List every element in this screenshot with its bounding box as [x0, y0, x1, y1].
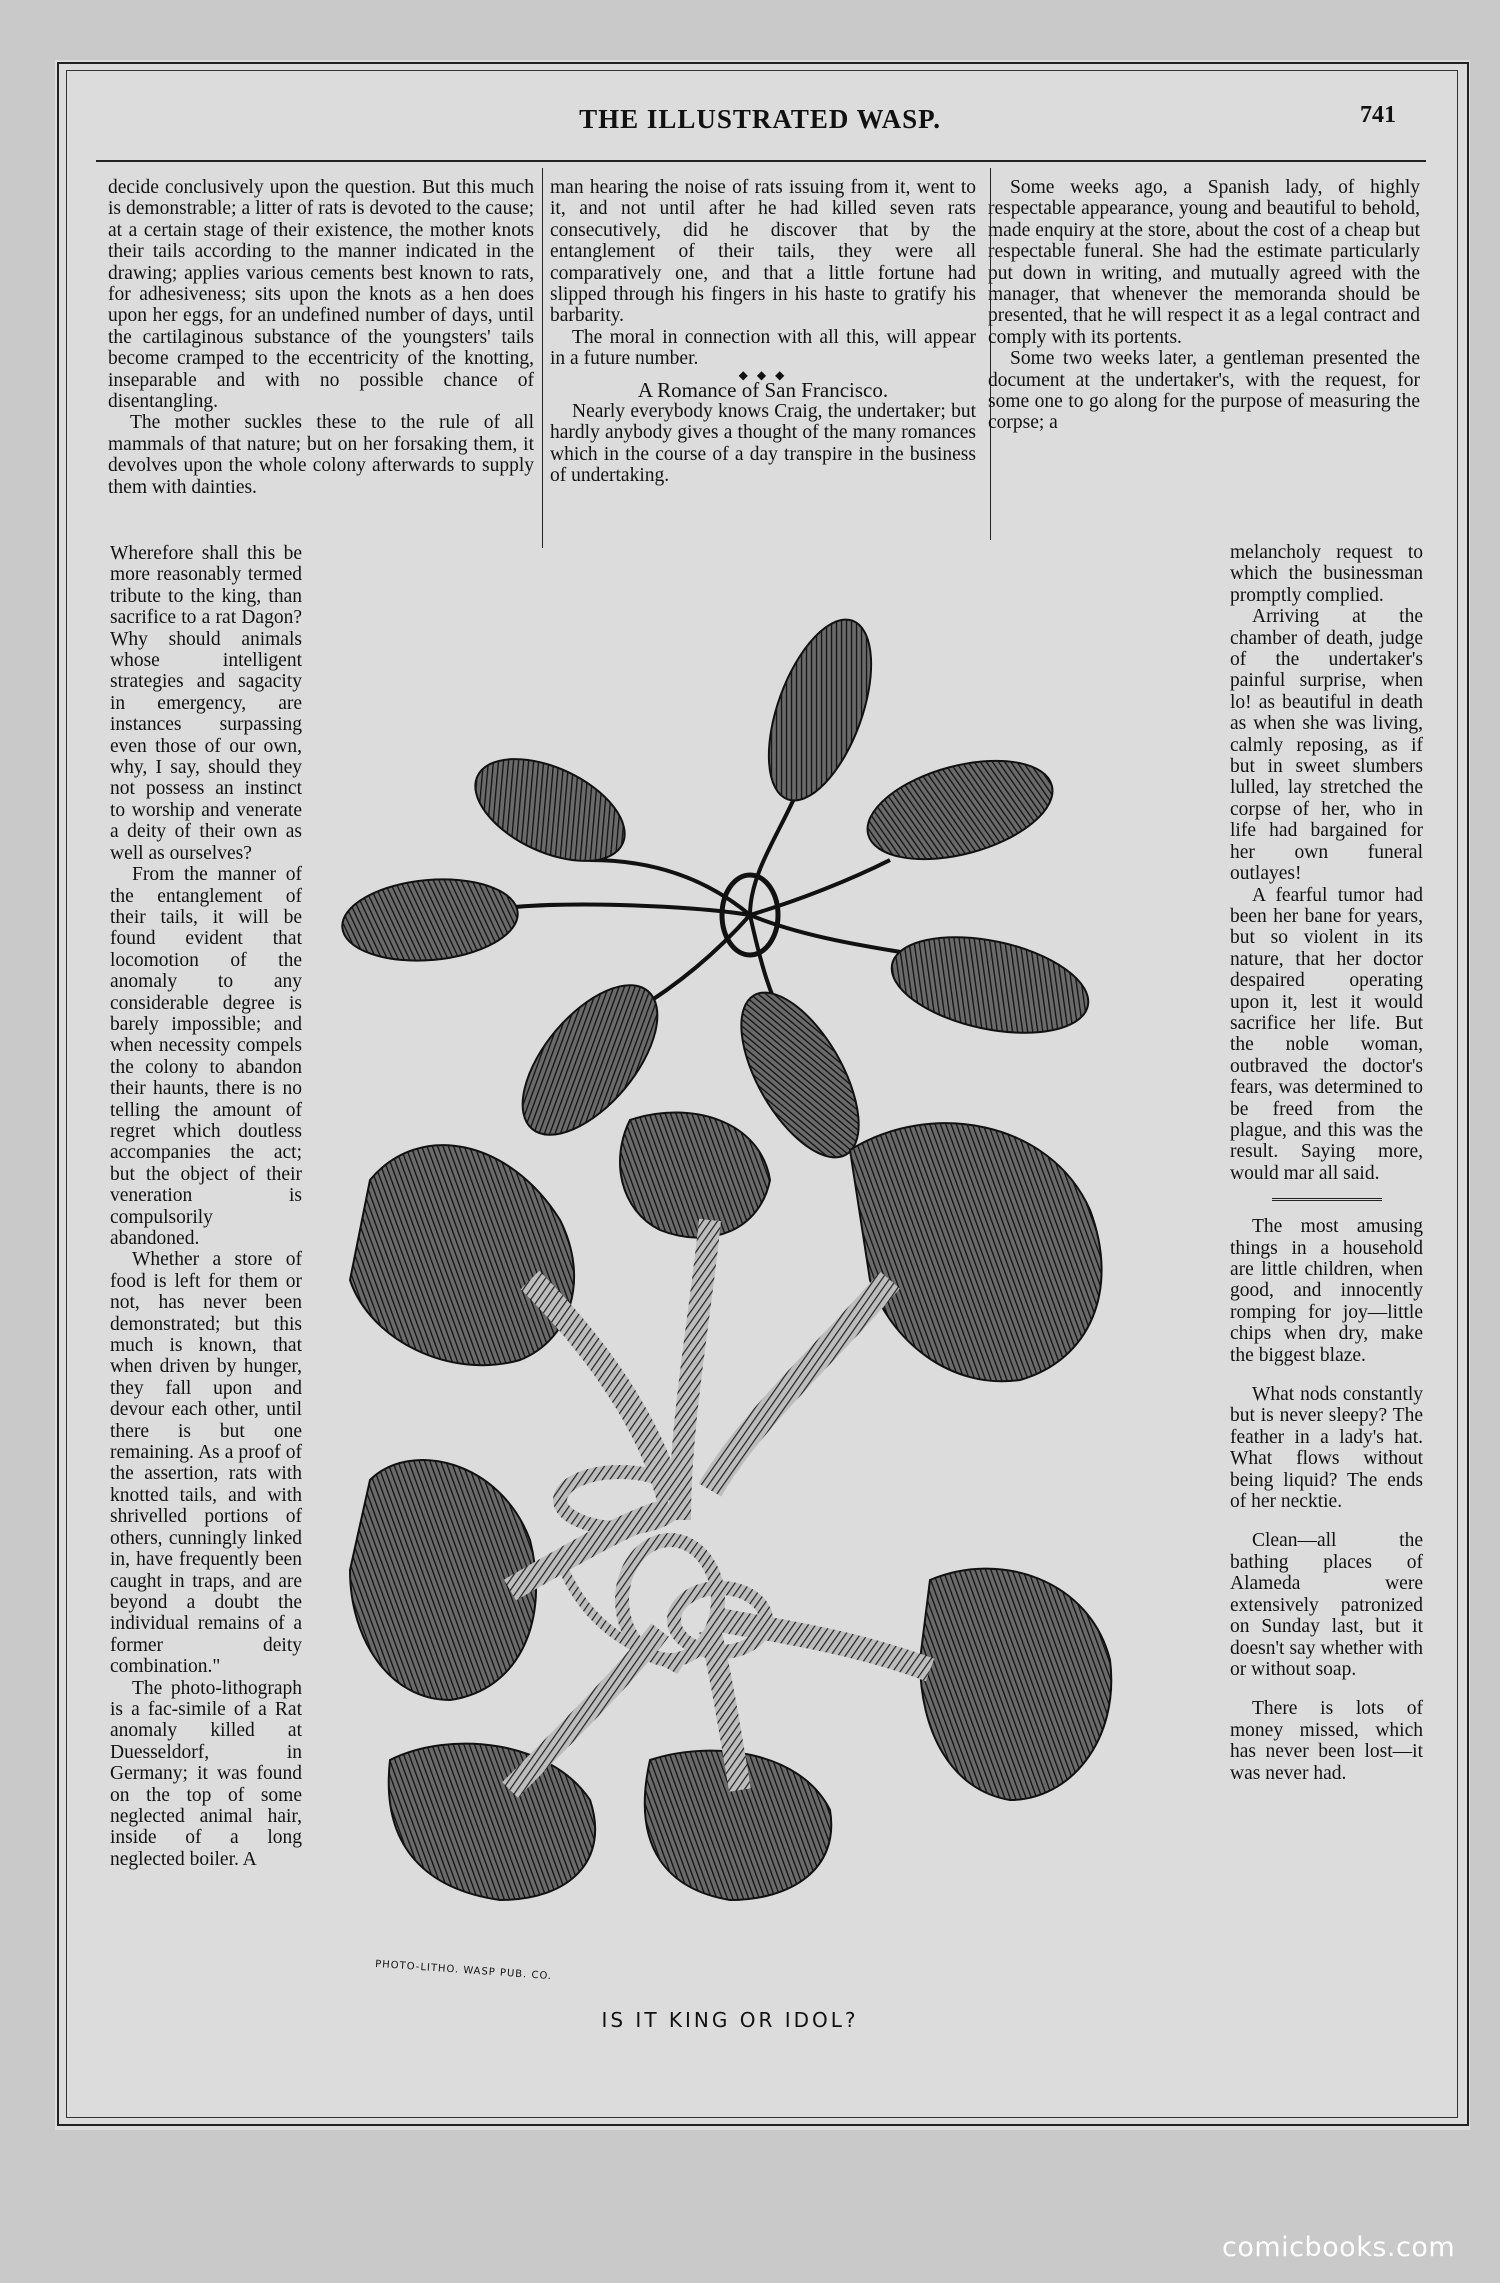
section-title: A Romance of San Francisco. [637, 377, 889, 402]
paragraph: The moral in connection with all this, will appear in a future number. [550, 326, 976, 370]
column-rule-1 [542, 168, 543, 548]
paragraph: Whether a store of food is left for them or not, has never been demonstrated; but this much is known, that when driven by hunger, they fall upon and devour each other, until there is but one remaining. As a proof of the assertion, rats with knotted tails, and with shrivelled portions of others, cunningly linked in, have frequently been caught in traps, and are beyond a doubt the individual remains of a former deity combination." [110, 1249, 302, 1678]
column3-narrow-text [1230, 542, 1423, 1784]
paragraph: Nearly everybody knows Craig, the undertaker; but hardly anybody gives a thought of the many romances which in the course of a day transpire in the business of undertaking. [550, 401, 976, 487]
paragraph: A fearful tumor had been her bane for years, but so violent in its nature, that her doctor despaired operating upon it, lest it would sacrifice her life. But the noble woman, outbraved the doctor's fears, was determined to be freed from the plague, and this was the result. Saying more, would mar all said. [1230, 884, 1423, 1184]
rat-king-illustration [330, 560, 1170, 2010]
page-number: 741 [1360, 102, 1396, 128]
header-rule [96, 160, 1426, 162]
lower-rat-cluster [350, 1113, 1111, 1901]
paragraph: There is lots of money missed, which has never been lost—it was never had. [1230, 1698, 1423, 1784]
paragraph: Clean—all the bathing places of Alameda were extensively patronized on Sunday last, but it doesn't say whether with or without soap. [1230, 1530, 1423, 1680]
engraving-credit: PHOTO-LITHO. WASP PUB. CO. [374, 1958, 553, 1983]
paragraph: Wherefore shall this be more reasonably termed tribute to the king, than sacrifice to a rat Dagon? Why should animals whose intelligent strategies and sagacity in emergency, are instances surpassing even those of our own, why, I say, should they not possess an instinct to worship and venerate a deity of their own as well as ourselves? [110, 543, 302, 864]
paragraph: The photo-lithograph is a fac-simile of a Rat anomaly killed at Duesseldorf, in Germany; it was found on the top of some neglected animal hair, inside of a long neglected boiler. A [110, 1677, 302, 1870]
upper-rat-cluster [339, 606, 1097, 1175]
paragraph: Some two weeks later, a gentleman presented the document at the undertaker's, with the request, for some one to go along for the purpose of measuring the corpse; a [988, 348, 1420, 434]
column1-narrow-text [110, 543, 302, 1870]
column2-text [550, 177, 976, 487]
paragraph: The most amusing things in a household are little children, when good, and innocently romping for joy—little chips when dry, make the biggest blaze. [1230, 1216, 1423, 1366]
ornament-divider: ◆ ◆ ◆ [738, 367, 788, 382]
paragraph: decide conclusively upon the question. But this much is demonstrable; a litter of rats is devoted to the cause; at a certain stage of their existence, the mother knots their tails according to the manner indicated in the drawing; applies various cements best known to rats, for adhesiveness; sits upon the knots as a hen does upon her eggs, for an undefined number of days, until the cartilaginous substance of the youngsters' tails become cramped to the eccentricity of the knotting, inseparable and with no possible chance of disentangling. [108, 177, 534, 413]
illustration-caption: IS IT KING OR IDOL? [601, 2008, 859, 2032]
paragraph: melancholy request to which the businessman promptly complied. [1230, 542, 1423, 606]
paragraph: What nods constantly but is never sleepy? The feather in a lady's hat. What flows without being liquid? The ends of her necktie. [1230, 1384, 1423, 1513]
paragraph: man hearing the noise of rats issuing from it, went to it, and not until after he had killed seven rats consecutively, did he discover that by the entanglement of their tails, they were all comparatively one, and that a little fortune had slipped through his fingers in his haste to gratify his barbarity. [550, 177, 976, 327]
column1-top-text [108, 177, 534, 498]
section-separator [1272, 1198, 1382, 1204]
paragraph: From the manner of the entanglement of their tails, it will be found evident that locomotion of the anomaly to any considerable degree is barely impossible; and when necessity compels the colony to abandon their haunts, there is no telling the amount of regret which doutless accompanies the act; but the object of their veneration is compulsorily abandoned. [110, 864, 302, 1249]
paragraph: The mother suckles these to the rule of all mammals of that nature; but on her forsaking them, it devolves upon the whole colony afterwards to supply them with dainties. [108, 412, 534, 498]
masthead-title: THE ILLUSTRATED WASP. [579, 104, 941, 134]
column3-top-text [988, 177, 1420, 434]
source-watermark: comicbooks.com [1222, 2232, 1456, 2263]
paragraph: Some weeks ago, a Spanish lady, of highly respectable appearance, young and beautiful to behold, made enquiry at the store, about the cost of a cheap but respectable funeral. She had the estimate particularly put down in writing, and mutually agreed with the manager, that whenever the memoranda should be presented, that he will respect it as a legal contract and comply with its portents. [988, 177, 1420, 348]
paragraph: Arriving at the chamber of death, judge of the undertaker's painful surprise, when lo! as beautiful in death as when she was living, calmly reposing, as if but in sweet slumbers lulled, lay stretched the corpse of her, who in life had bargained for her own funeral outlayes! [1230, 606, 1423, 885]
